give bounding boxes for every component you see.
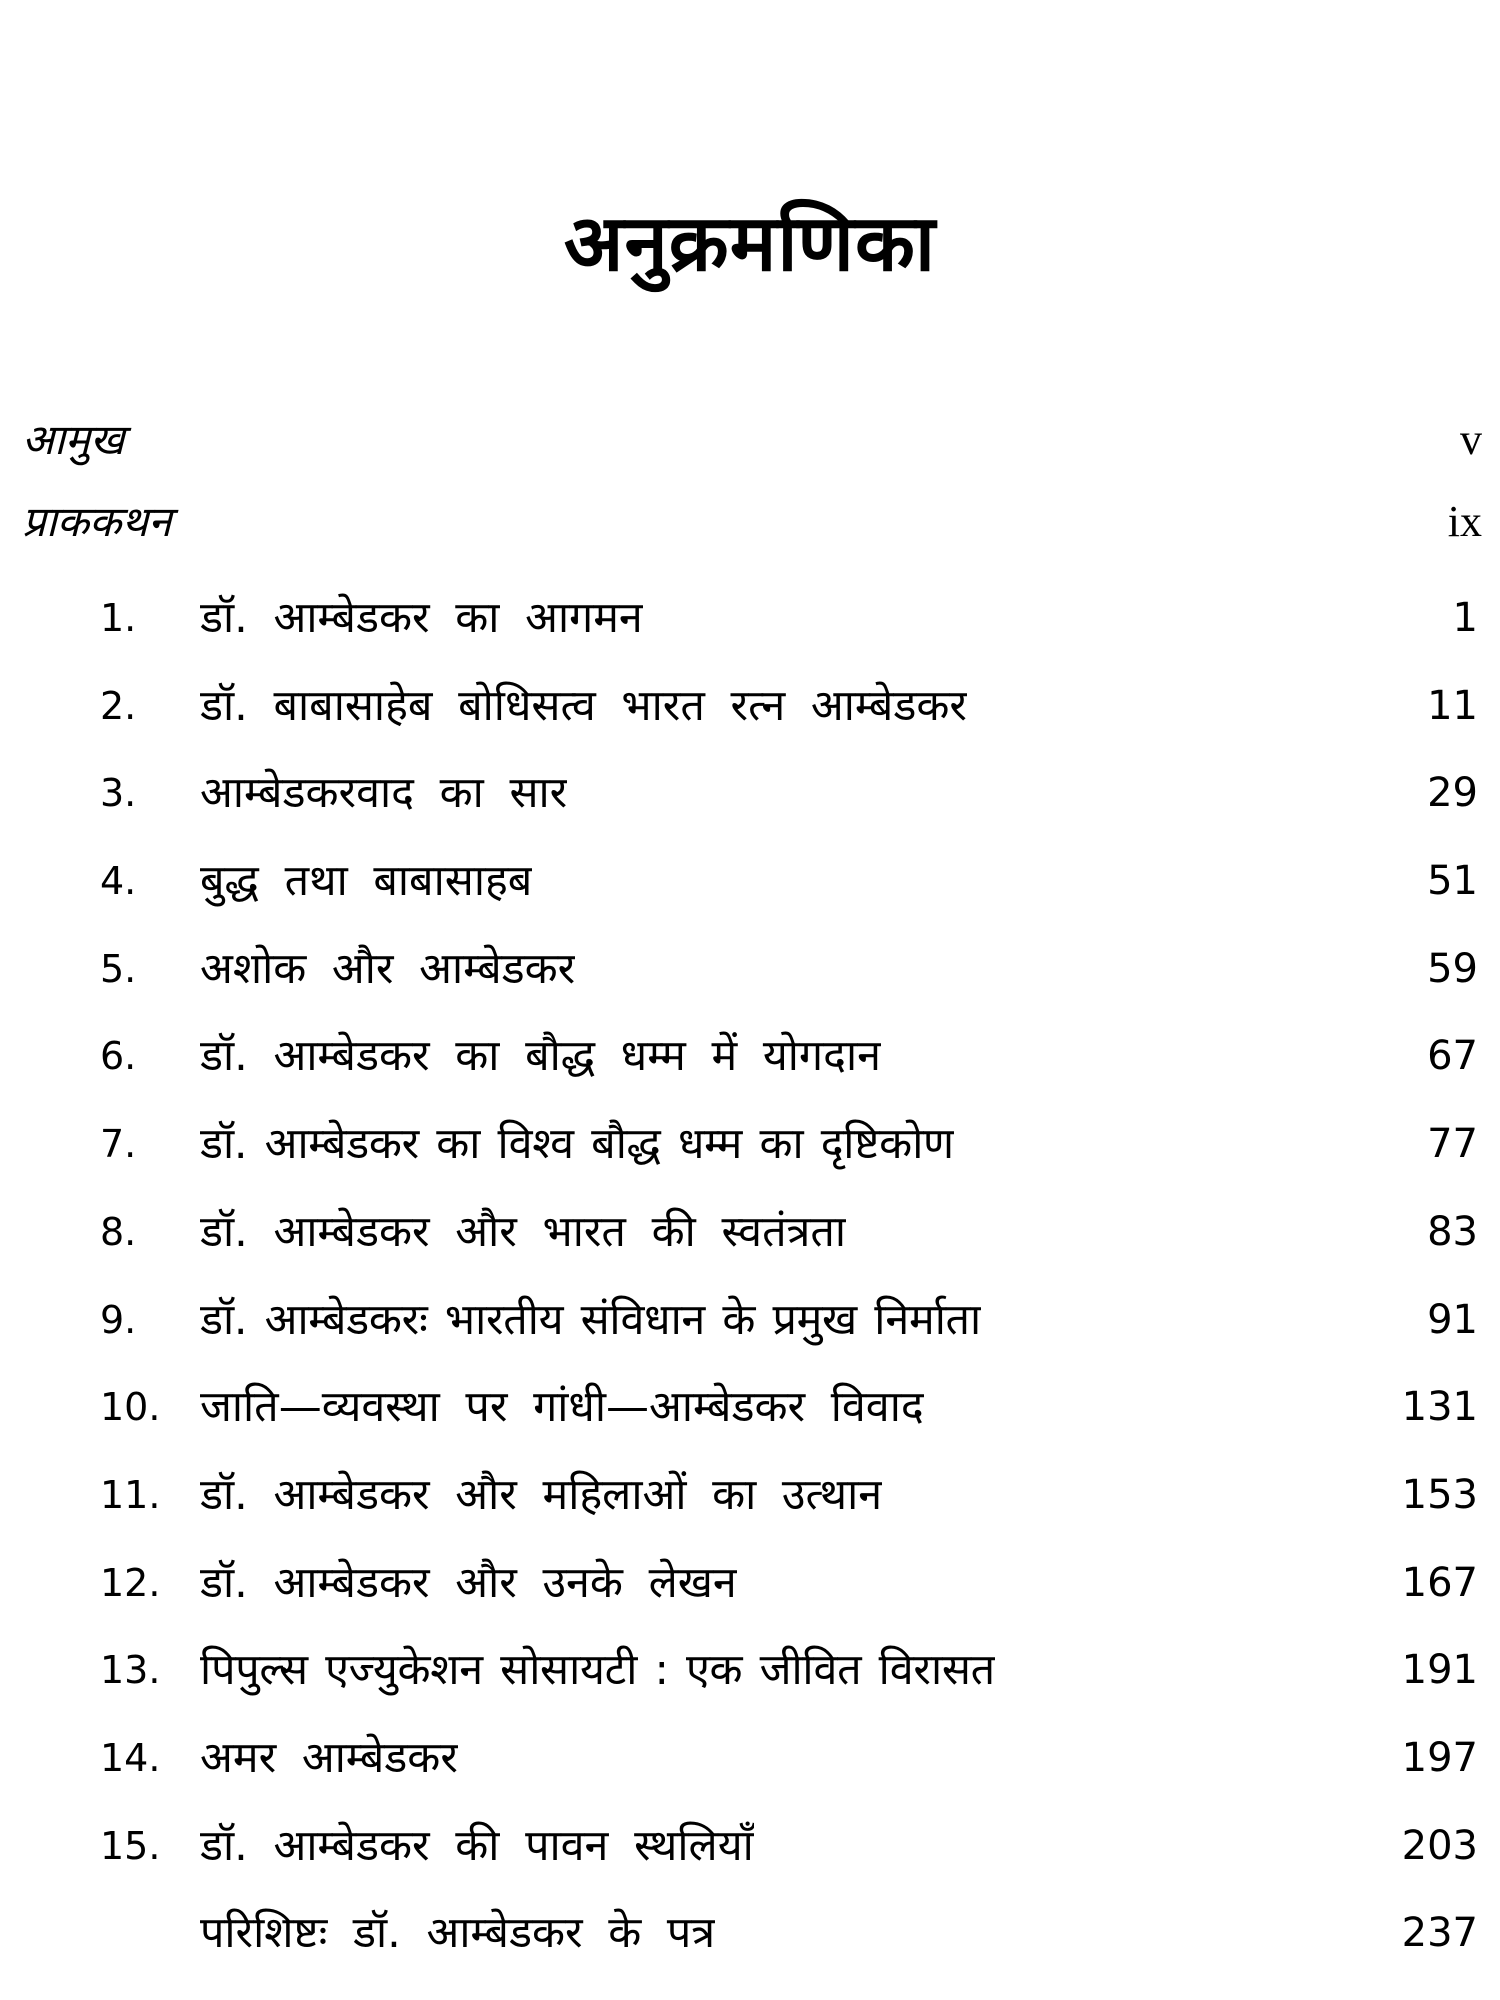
toc-chapter-number: 7. xyxy=(100,1122,137,1167)
toc-page-number: 51 xyxy=(1427,858,1478,905)
toc-page-number: 167 xyxy=(1401,1559,1478,1606)
toc-page-number: 197 xyxy=(1401,1734,1478,1781)
toc-row xyxy=(0,663,1500,751)
toc-row xyxy=(0,926,1500,1014)
toc-page-number: 191 xyxy=(1401,1647,1478,1694)
toc-chapter-title: अमर आम्बेडकर xyxy=(200,1732,458,1783)
toc-chapter-title: डॉ. आम्बेडकर का आगमन xyxy=(200,593,643,643)
toc-chapter-number: 12. xyxy=(100,1560,161,1605)
toc-page-number: 59 xyxy=(1427,945,1478,992)
toc-entry-title: प्राककथन xyxy=(22,497,172,546)
toc-row xyxy=(0,1540,1500,1628)
toc-page-number: 67 xyxy=(1427,1033,1478,1080)
toc-row xyxy=(0,1803,1500,1891)
toc-chapter-number: 13. xyxy=(100,1648,161,1693)
toc-chapter-title: डॉ. आम्बेडकर का बौद्ध धम्म में योगदान xyxy=(200,1031,881,1082)
toc-chapter-number: 15. xyxy=(100,1823,161,1868)
toc-row xyxy=(0,1452,1500,1540)
toc-chapter-number: 9. xyxy=(100,1297,137,1342)
toc-chapter-list xyxy=(0,575,1500,1978)
toc-page-number: 77 xyxy=(1427,1121,1478,1168)
toc-row xyxy=(0,575,1500,663)
toc-page-number: 83 xyxy=(1427,1208,1478,1255)
toc-chapter-title: डॉ. आम्बेडकर का विश्व बौद्ध धम्म का दृष्टिकोण xyxy=(200,1119,954,1170)
toc-row xyxy=(0,1189,1500,1277)
toc-chapter-title: डॉ. बाबासाहेब बोधिसत्व भारत रत्न आम्बेडकर xyxy=(200,680,967,731)
toc-chapter-title: आम्बेडकरवाद का सार xyxy=(200,768,568,819)
toc-chapter-title: जाति—व्यवस्था पर गांधी—आम्बेडकर विवाद xyxy=(200,1382,924,1433)
toc-chapter-title: डॉ. आम्बेडकर की पावन स्थलियाँ xyxy=(200,1820,754,1871)
toc-row xyxy=(0,1101,1500,1189)
toc-chapter-number: 11. xyxy=(100,1472,161,1517)
toc-row xyxy=(0,1627,1500,1715)
toc-row xyxy=(0,1715,1500,1803)
toc-chapter-number: 5. xyxy=(100,946,137,991)
toc-chapter-number: 1. xyxy=(100,596,137,640)
toc-page-number: 1 xyxy=(1452,595,1478,641)
toc-chapter-title: डॉ. आम्बेडकर और महिलाओं का उत्थान xyxy=(200,1469,883,1520)
toc-page-number: 131 xyxy=(1401,1384,1478,1431)
toc-entry-title: आमुख xyxy=(22,415,125,464)
toc-chapter-title: डॉ. आम्बेडकर और भारत की स्वतंत्रता xyxy=(200,1206,846,1257)
toc-chapter-number: 10. xyxy=(100,1385,161,1430)
toc-page-number: ix xyxy=(1447,497,1482,546)
toc-row xyxy=(0,750,1500,838)
toc-page-number: 203 xyxy=(1401,1822,1478,1869)
toc-chapter-title: अशोक और आम्बेडकर xyxy=(200,943,576,994)
toc-front-item-preface xyxy=(22,487,1482,557)
toc-chapter-title: परिशिष्टः डॉ. आम्बेडकर के पत्र xyxy=(200,1908,716,1959)
toc-chapter-title: बुद्ध तथा बाबासाहब xyxy=(200,856,533,907)
toc-page-number: 11 xyxy=(1427,682,1478,729)
toc-front-item-foreword xyxy=(22,405,1482,475)
toc-chapter-title: पिपुल्स एज्युकेशन सोसायटी : एक जीवित विरासत xyxy=(200,1645,995,1696)
page-title: अनुक्रमणिका xyxy=(563,199,937,290)
toc-row xyxy=(0,838,1500,926)
toc-chapter-number: 4. xyxy=(100,859,137,904)
toc-chapter-number: 2. xyxy=(100,683,137,728)
toc-row xyxy=(0,1364,1500,1452)
toc-row xyxy=(0,1013,1500,1101)
toc-chapter-title: डॉ. आम्बेडकर और उनके लेखन xyxy=(200,1557,737,1608)
toc-page-number: 29 xyxy=(1427,770,1478,817)
toc-chapter-number: 6. xyxy=(100,1034,137,1079)
toc-row-appendix xyxy=(0,1890,1500,1978)
toc-page-number: 153 xyxy=(1401,1471,1478,1518)
toc-chapter-number: 8. xyxy=(100,1209,137,1254)
toc-chapter-title: डॉ. आम्बेडकरः भारतीय संविधान के प्रमुख निर्माता xyxy=(200,1294,981,1345)
toc-chapter-number: 3. xyxy=(100,771,137,816)
toc-page-number: v xyxy=(1460,415,1482,464)
toc-page-number: 91 xyxy=(1427,1296,1478,1343)
toc-page-number: 237 xyxy=(1401,1910,1478,1957)
toc-chapter-number: 14. xyxy=(100,1735,161,1780)
toc-row xyxy=(0,1277,1500,1365)
